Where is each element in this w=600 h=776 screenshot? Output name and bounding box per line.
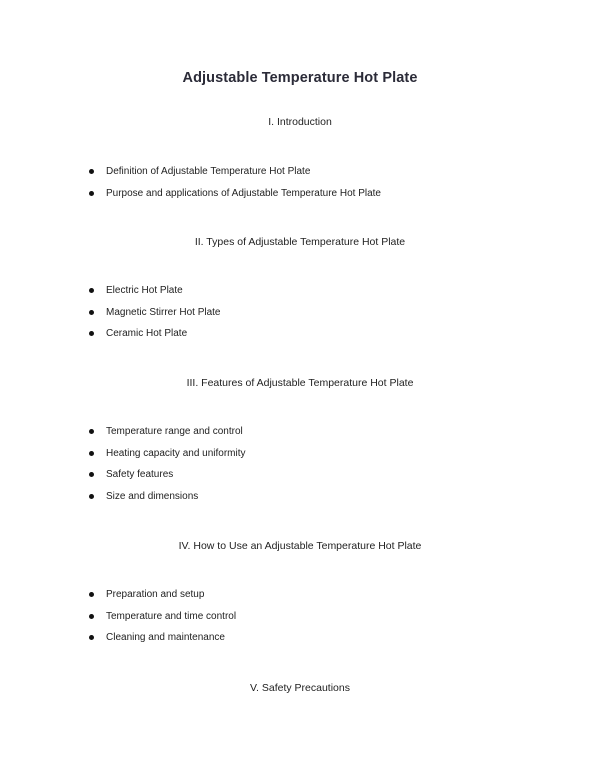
list-item: [88, 447, 246, 469]
features-list: [88, 425, 246, 511]
types-list: [88, 284, 221, 349]
list-item-text: Temperature range and control: [106, 426, 243, 437]
section-heading-types: II. Types of Adjustable Temperature Hot Plate: [194, 236, 406, 248]
list-item-text: Preparation and setup: [106, 589, 205, 600]
introduction-list: [88, 165, 381, 208]
list-item-text: Size and dimensions: [106, 490, 199, 502]
list-item-text: Safety features: [106, 469, 174, 481]
bullet-icon: [89, 592, 94, 597]
bullet-icon: [89, 169, 94, 174]
list-item-text: Temperature and time control: [106, 610, 237, 622]
bullet-icon: [89, 429, 94, 434]
bullet-icon: [89, 331, 94, 336]
list-item-text: Electric Hot Plate: [106, 285, 183, 296]
list-item: [88, 468, 246, 490]
bullet-icon: [89, 472, 94, 477]
how-to-use-list: [88, 588, 236, 653]
list-item-text: Cleaning and maintenance: [106, 632, 225, 644]
bullet-icon: [89, 310, 94, 315]
section-heading-introduction: I. Introduction: [268, 116, 332, 128]
list-item: [88, 425, 246, 447]
list-item: [88, 165, 381, 187]
list-item-text: Magnetic Stirrer Hot Plate: [106, 306, 221, 318]
bullet-icon: [89, 494, 94, 499]
list-item: [88, 490, 246, 512]
list-item: [88, 588, 236, 610]
list-item-text: Heating capacity and uniformity: [106, 447, 246, 459]
list-item: [88, 610, 236, 632]
section-heading-features: III. Features of Adjustable Temperature Hot Plate: [186, 377, 414, 389]
list-item: [88, 306, 221, 328]
list-item-text: Definition of Adjustable Temperature Hot Plate: [106, 166, 311, 177]
section-heading-safety-precautions: V. Safety Precautions: [249, 682, 350, 694]
list-item: [88, 631, 236, 653]
bullet-icon: [89, 191, 94, 196]
list-item: [88, 284, 221, 306]
list-item-text: Ceramic Hot Plate: [106, 328, 188, 340]
list-item: [88, 187, 381, 209]
bullet-icon: [89, 451, 94, 456]
bullet-icon: [89, 635, 94, 640]
bullet-icon: [89, 614, 94, 619]
list-item-text: Purpose and applications of Adjustable Temperature Hot Plate: [106, 187, 381, 199]
document-title: Adjustable Temperature Hot Plate: [182, 70, 418, 86]
bullet-icon: [89, 288, 94, 293]
list-item: [88, 327, 221, 349]
section-heading-how-to-use: IV. How to Use an Adjustable Temperature Hot Plate: [178, 540, 422, 552]
